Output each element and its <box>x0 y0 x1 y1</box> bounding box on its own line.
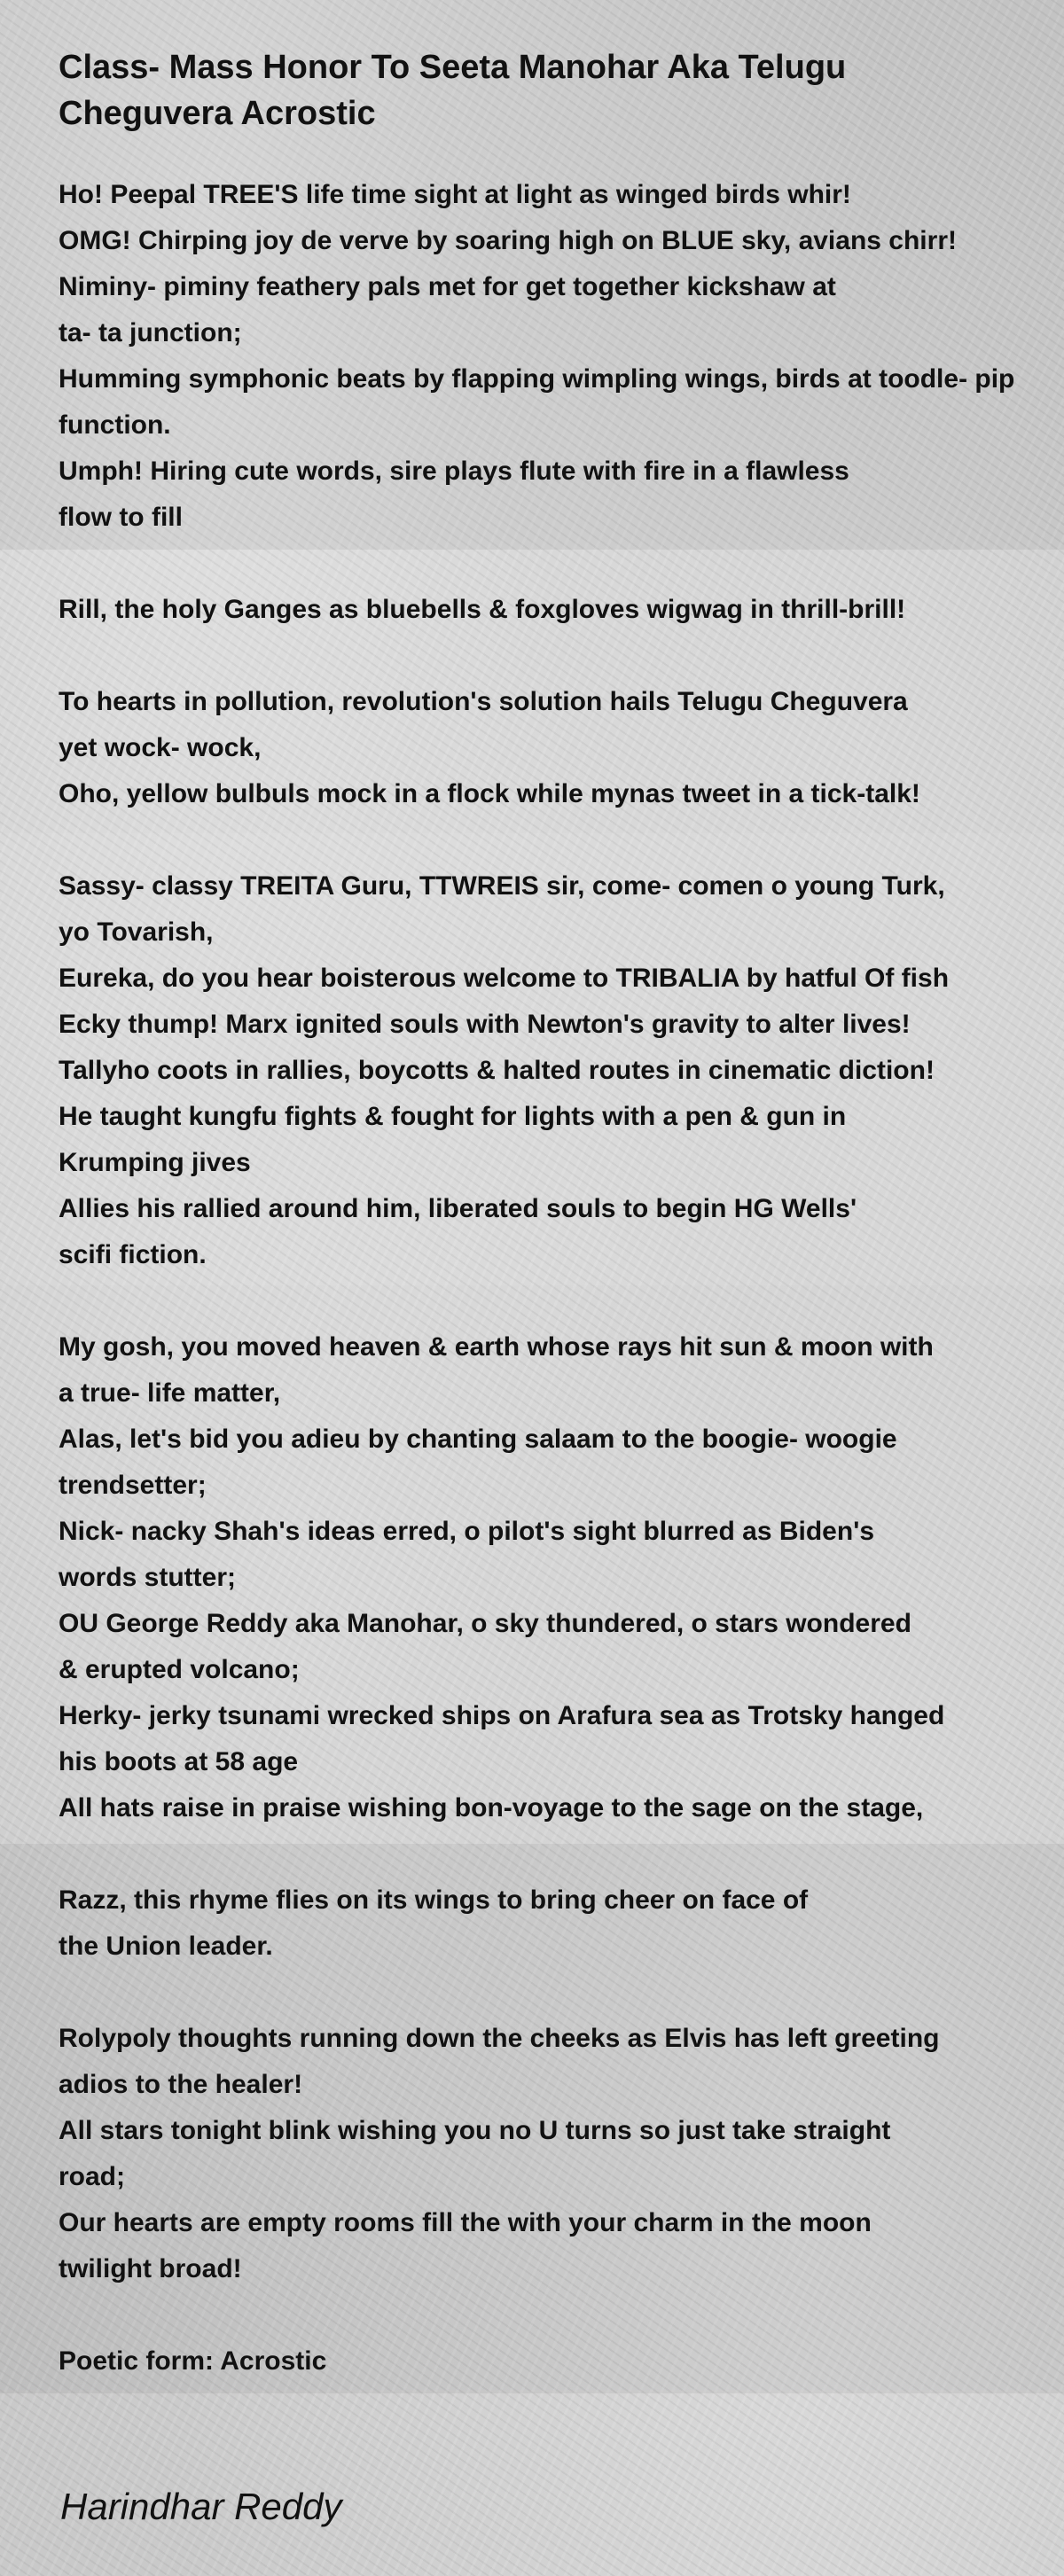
poem-line: ta- ta junction; <box>59 318 242 347</box>
author-name: Harindhar Reddy <box>60 2486 342 2527</box>
stanza-break <box>59 1831 1034 1877</box>
poem-line: Rolypoly thoughts running down the cheeks as Elvis has left greeting <box>59 2024 940 2053</box>
stanza-break <box>59 633 1034 679</box>
poem-line: Our hearts are empty rooms fill the with your charm in the moon <box>59 2208 872 2237</box>
poem-line: OMG! Chirping joy de verve by soaring high on BLUE sky, avians chirr! <box>59 226 957 255</box>
stanza-break <box>59 1278 1034 1324</box>
poem-line: Humming symphonic beats by flapping wimpling wings, birds at toodle- pip <box>59 364 1015 394</box>
stanza <box>59 587 1034 633</box>
poem-line: function. <box>59 410 171 440</box>
poetic-form: Poetic form: Acrostic <box>59 2346 327 2376</box>
stanza <box>59 2338 1034 2385</box>
poem-line: Razz, this rhyme flies on its wings to bring cheer on face of <box>59 1885 809 1915</box>
poem-line: Krumping jives <box>59 1148 251 1177</box>
poem-line: All stars tonight blink wishing you no U turns so just take straight <box>59 2116 891 2145</box>
poem-line: Herky- jerky tsunami wrecked ships on Arafura sea as Trotsky hanged <box>59 1701 945 1730</box>
poem-line: road; <box>59 2162 125 2191</box>
stanza-break <box>59 1970 1034 2016</box>
poem-line: He taught kungfu fights & fought for lights with a pen & gun in <box>59 1102 847 1131</box>
poem-line: a true- life matter, <box>59 1378 281 1408</box>
poem-line: My gosh, you moved heaven & earth whose rays hit sun & moon with <box>59 1332 934 1362</box>
poem-line: All hats raise in praise wishing bon-voyage to the sage on the stage, <box>59 1793 924 1823</box>
poem-line: his boots at 58 age <box>59 1747 299 1776</box>
poem-line: Ho! Peepal TREE'S life time sight at light as winged birds whir! <box>59 180 851 209</box>
poem-line: Niminy- piminy feathery pals met for get together kickshaw at <box>59 272 836 301</box>
stanza <box>59 863 1034 1278</box>
poem-line: yo Tovarish, <box>59 917 214 947</box>
stanza <box>59 1324 1034 1831</box>
stanza-break <box>59 817 1034 863</box>
poem-line: Allies his rallied around him, liberated souls to begin HG Wells' <box>59 1194 857 1223</box>
poem-line: yet wock- wock, <box>59 733 262 762</box>
stanza-break <box>59 2292 1034 2338</box>
poem-line: words stutter; <box>59 1563 237 1592</box>
poem-card <box>59 44 1034 2385</box>
poem-line: Ecky thump! Marx ignited souls with Newton's gravity to alter lives! <box>59 1010 911 1039</box>
poem-line: Alas, let's bid you adieu by chanting salaam to the boogie- woogie <box>59 1425 897 1454</box>
poem-line: Umph! Hiring cute words, sire plays flute with fire in a flawless <box>59 457 849 486</box>
stanza-break <box>59 541 1034 587</box>
poem-line: twilight broad! <box>59 2254 242 2283</box>
poem-line: & erupted volcano; <box>59 1655 300 1684</box>
poem-line: OU George Reddy aka Manohar, o sky thundered, o stars wondered <box>59 1609 911 1638</box>
poem-line: Sassy- classy TREITA Guru, TTWREIS sir, come- comen o young Turk, <box>59 871 945 901</box>
poem-body <box>59 172 1034 2385</box>
poem-line: Tallyho coots in rallies, boycotts & halted routes in cinematic diction! <box>59 1056 935 1085</box>
poem-line: scifi fiction. <box>59 1240 207 1269</box>
stanza <box>59 2016 1034 2292</box>
poem-line: the Union leader. <box>59 1932 273 1961</box>
poem-line: Nick- nacky Shah's ideas erred, o pilot's sight blurred as Biden's <box>59 1517 875 1546</box>
poem-line: To hearts in pollution, revolution's solution hails Telugu Cheguvera <box>59 687 908 716</box>
poem-line: flow to fill <box>59 503 183 532</box>
poem-line: Eureka, do you hear boisterous welcome to TRIBALIA by hatful Of fish <box>59 964 950 993</box>
stanza <box>59 172 1034 541</box>
poem-line: Oho, yellow bulbuls mock in a flock while mynas tweet in a tick-talk! <box>59 779 920 808</box>
stanza <box>59 1877 1034 1970</box>
poem-line: trendsetter; <box>59 1471 207 1500</box>
poem-title: Class- Mass Honor To Seeta Manohar Aka Telugu Cheguvera Acrostic <box>59 49 847 132</box>
poem-line: Rill, the holy Ganges as bluebells & foxgloves wigwag in thrill-brill! <box>59 595 906 624</box>
stanza <box>59 679 1034 817</box>
poem-line: adios to the healer! <box>59 2070 303 2099</box>
